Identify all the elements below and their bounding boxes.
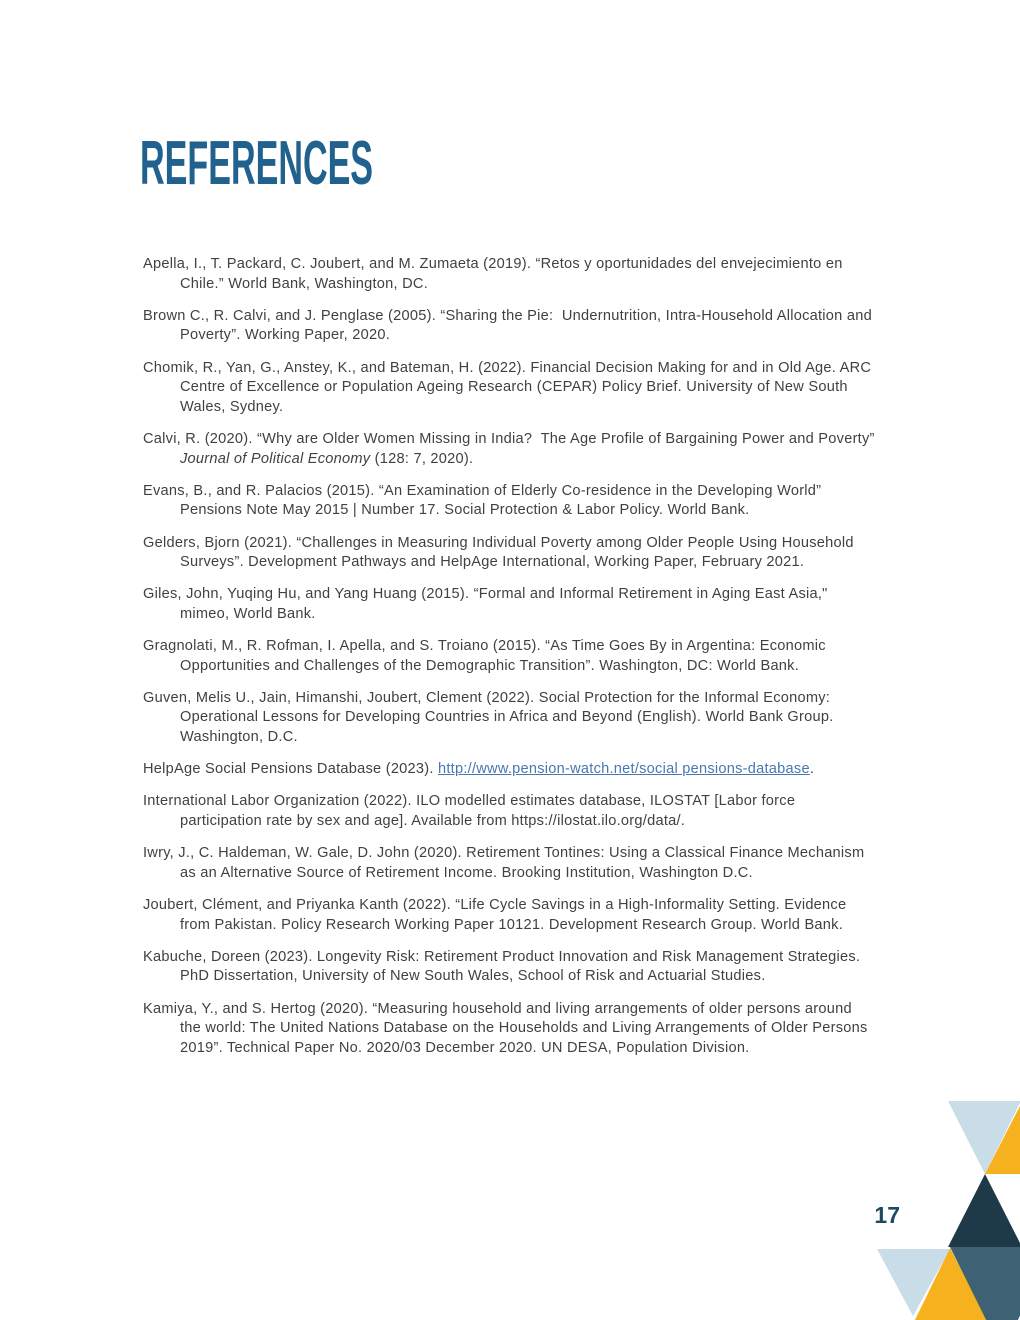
page-title: REFERENCES [140,129,374,198]
reference-text: Apella, I., T. Packard, C. Joubert, and M. Zumaeta (2019). “Retos y oportunidades del envejecimiento en Chile.” World Bank, Washington, DC. [143,256,843,292]
reference-text: Guven, Melis U., Jain, Himanshi, Joubert, Clement (2022). Social Protection for the Informal Economy: Operational Lessons for Developing Countries in Africa and Beyond (English). World Bank Group. Washington, D.C. [143,689,834,746]
reference-text: . [809,761,815,778]
reference-link[interactable]: http://www.pension-watch.net/social pensions-database [438,761,810,778]
reference-item [143,844,876,883]
reference-item [143,534,876,573]
reference-text: Iwry, J., C. Haldeman, W. Gale, D. John (2020). Retirement Tontines: Using a Classical Finance Mechanism as an Alternative Source of Retirement Income. Brooking Institution, Washington D.C. [143,845,865,881]
reference-item [143,896,876,935]
reference-item [143,1000,876,1059]
reference-text: Evans, B., and R. Palacios (2015). “An Examination of Elderly Co-residence in the Developing World” Pensions Note May 2015 | Number 17. Social Protection & Labor Policy. World Bank. [143,482,822,519]
reference-text: Kabuche, Doreen (2023). Longevity Risk: Retirement Product Innovation and Risk Management Strategies. PhD Dissertation, University of New South Wales, School of Risk and Actuarial Studies. [143,948,861,985]
reference-text: Chomik, R., Yan, G., Anstey, K., and Bateman, H. (2022). Financial Decision Making for and in Old Age. ARC Centre of Excellence or Population Ageing Research (CEPAR) Policy Brief. University of New South Wales, Sydney. [143,359,872,415]
reference-item [143,307,876,346]
reference-text: Gragnolati, M., R. Rofman, I. Apella, and S. Troiano (2015). “As Time Goes By in Argentina: Economic Opportunities and Challenges of the Demographic Transition”. Washington, DC: World Bank. [143,638,826,674]
reference-text: Calvi, R. (2020). “Why are Older Women Missing in India? The Age Profile of Bargaining Power and Poverty” [143,430,875,447]
reference-item [143,255,876,294]
reference-text: International Labor Organization (2022). ILO modelled estimates database, ILOSTAT [Labor force participation rate by sex and age]. Available from https://ilostat.ilo.org/data/. [143,793,796,829]
reference-text: Joubert, Clément, and Priyanka Kanth (2022). “Life Cycle Savings in a High-Informality Setting. Evidence from Pakistan. Policy Research Working Paper 10121. Development Research Group. World Bank. [143,896,847,933]
reference-item [143,689,876,748]
references-list [143,255,876,1071]
reference-item [143,760,876,780]
reference-item [143,792,876,831]
reference-item [143,948,876,987]
reference-item [143,359,876,418]
reference-text: Kamiya, Y., and S. Hertog (2020). “Measuring household and living arrangements of older persons around the world: The United Nations Database on the Households and Living Arrangements of Older Persons 2019”. Technical Paper No. 2020/03 December 2020. UN DESA, Population Division. [143,1000,868,1056]
corner-triangle-decoration [860,1090,1020,1320]
page-number: 17 [874,1202,900,1228]
reference-text: Brown C., R. Calvi, and J. Penglase (2005). “Sharing the Pie: Undernutrition, Intra-Household Allocation and Poverty”. Working Paper, 2020. [143,307,872,344]
reference-text: Gelders, Bjorn (2021). “Challenges in Measuring Individual Poverty among Older People Using Household Surveys”. Development Pathways and HelpAge International, Working Paper, February 2021. [143,534,854,571]
reference-text: (128: 7, 2020). [370,450,474,467]
reference-item [143,482,876,521]
reference-text: Giles, John, Yuqing Hu, and Yang Huang (2015). “Formal and Informal Retirement in Aging East Asia," mimeo, World Bank. [143,586,828,622]
reference-text: HelpAge Social Pensions Database (2023). [143,761,438,778]
journal-title: Journal of Political Economy [180,450,371,467]
reference-item [143,585,876,624]
triangle-navy [948,1174,1020,1247]
reference-item [143,637,876,676]
reference-item [143,430,876,469]
